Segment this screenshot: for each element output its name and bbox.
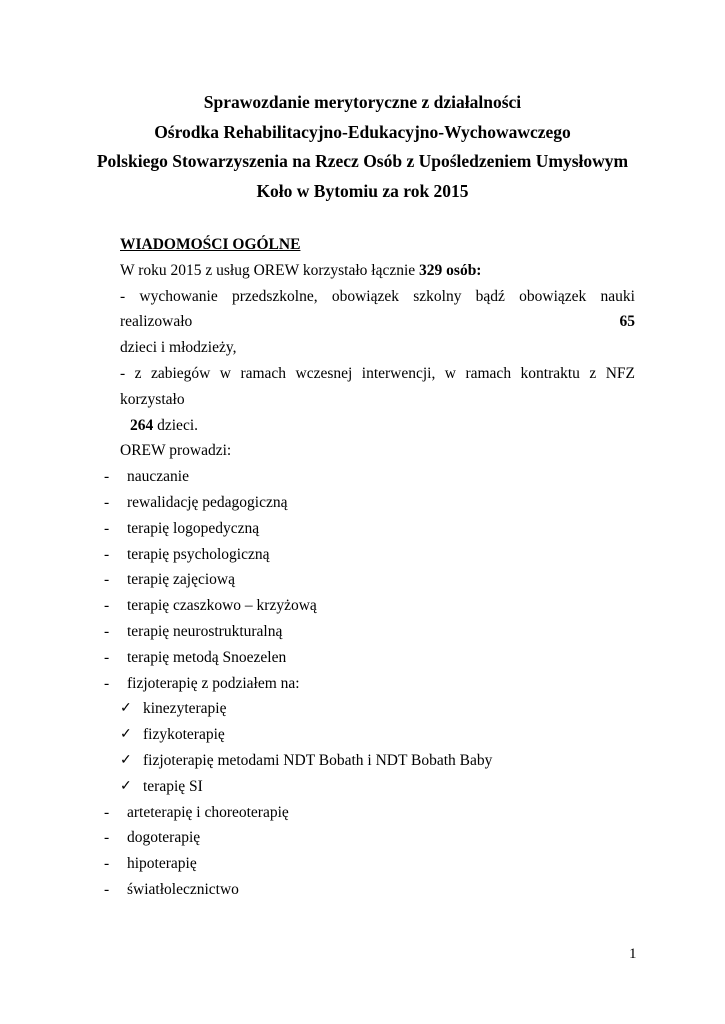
list-item xyxy=(104,645,635,671)
dash-bullet-icon: - xyxy=(104,493,110,511)
sublist-item xyxy=(120,722,635,748)
dash-bullet-icon: - xyxy=(104,829,110,847)
paragraph-bold-value: 264 xyxy=(130,416,154,434)
checkmark-icon: ✓ xyxy=(120,701,132,717)
list-item xyxy=(104,671,635,697)
list-item-label: terapię psychologiczną xyxy=(127,545,270,563)
list-item xyxy=(104,516,635,542)
section-heading xyxy=(120,232,635,258)
title-line-4: Koło w Bytomiu za rok 2015 xyxy=(256,180,469,201)
dash-bullet-icon: - xyxy=(104,880,110,898)
list-item xyxy=(104,464,635,490)
list-item-label: arteterapię i choreoterapię xyxy=(127,803,289,821)
paragraph-orew-leads: OREW prowadzi: xyxy=(120,442,232,460)
list-item-label: dogoterapię xyxy=(127,829,201,847)
list-item-label: terapię czaszkowo – krzyżową xyxy=(127,597,317,615)
list-item-label: terapię neurostrukturalną xyxy=(127,622,283,640)
paragraph-total-users xyxy=(120,258,635,284)
section-heading-text: WIADOMOŚCI OGÓLNE xyxy=(120,236,301,253)
sublist-item xyxy=(120,774,635,800)
dash-bullet-icon: - xyxy=(104,519,110,537)
dash-bullet-icon: - xyxy=(104,597,110,615)
title-line-1: Sprawozdanie merytoryczne z działalności xyxy=(203,92,522,112)
list-item xyxy=(104,877,635,903)
list-item xyxy=(104,825,635,851)
paragraph-bold-value: 329 osób: xyxy=(419,261,482,279)
list-item xyxy=(104,593,635,619)
paragraph-text: - wychowanie przedszkolne, obowiązek szkolny bądź obowiązek nauki realizowało xyxy=(120,287,635,331)
sublist-item xyxy=(120,748,635,774)
list-item-label: terapię zajęciową xyxy=(127,571,235,589)
list-item xyxy=(104,619,635,645)
list-item-label: nauczanie xyxy=(127,468,189,486)
page-number: 1 xyxy=(629,946,637,962)
sublist-item-label: terapię SI xyxy=(143,777,203,795)
paragraph-preschool-cont: dzieci i młodzieży, xyxy=(120,339,237,357)
paragraph-preschool xyxy=(120,284,635,336)
list-item xyxy=(104,490,635,516)
list-item-label: terapię logopedyczną xyxy=(127,519,260,537)
sublist-item-label: kinezyterapię xyxy=(143,700,227,718)
sublist-item-label: fizykoterapię xyxy=(143,726,225,744)
checkmark-icon: ✓ xyxy=(120,727,132,743)
dash-bullet-icon: - xyxy=(104,855,110,873)
paragraph-nfz-cont xyxy=(120,413,635,439)
checkmark-icon: ✓ xyxy=(120,752,132,768)
sublist-item-label: fizjoterapię metodami NDT Bobath i NDT Bobath Baby xyxy=(143,751,493,769)
document-body xyxy=(104,232,635,903)
checkmark-icon: ✓ xyxy=(120,778,132,794)
dash-bullet-icon: - xyxy=(104,648,110,666)
paragraph-text: dzieci. xyxy=(153,416,199,434)
list-item xyxy=(104,851,635,877)
dash-bullet-icon: - xyxy=(104,571,110,589)
list-item-label: hipoterapię xyxy=(127,855,197,873)
dash-bullet-icon: - xyxy=(104,803,110,821)
dash-bullet-icon: - xyxy=(104,622,110,640)
list-item-label: fizjoterapię z podziałem na: xyxy=(127,674,300,692)
list-item xyxy=(104,800,635,826)
title-line-2: Ośrodka Rehabilitacyjno-Edukacyjno-Wychowawczego xyxy=(154,121,571,142)
list-item xyxy=(104,542,635,568)
list-item-label: światłolecznictwo xyxy=(127,880,239,898)
dash-bullet-icon: - xyxy=(104,674,110,692)
paragraph-bold-value: 65 xyxy=(619,313,635,331)
dash-bullet-icon: - xyxy=(104,545,110,563)
paragraph-text: W roku 2015 z usług OREW korzystało łącznie xyxy=(120,261,420,279)
list-item-label: terapię metodą Snoezelen xyxy=(127,648,287,666)
sublist-item xyxy=(120,696,635,722)
list-item xyxy=(104,567,635,593)
document-title xyxy=(0,88,725,206)
dash-bullet-icon: - xyxy=(104,468,110,486)
list-item-label: rewalidację pedagogiczną xyxy=(127,493,288,511)
title-line-3: Polskiego Stowarzyszenia na Rzecz Osób z Upośledzeniem Umysłowym xyxy=(96,151,629,171)
paragraph-nfz: - z zabiegów w ramach wczesnej interwencji, w ramach kontraktu z NFZ korzystało xyxy=(120,364,635,408)
